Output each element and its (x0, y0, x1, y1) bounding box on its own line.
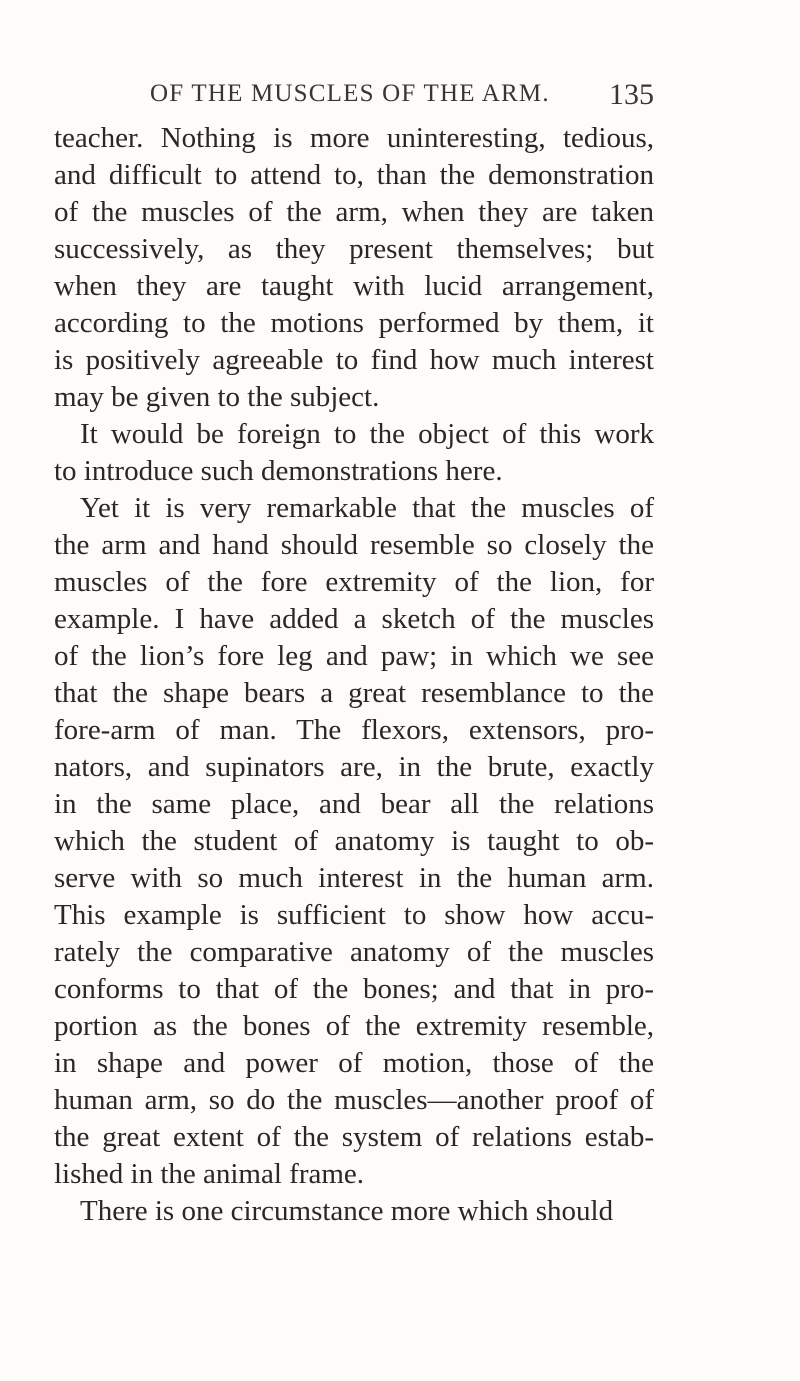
text-line: serve with so much interest in the human arm. (54, 862, 654, 894)
text-line: portion as the bones of the extremity resemble, (54, 1010, 654, 1042)
text-line: which the student of anatomy is taught to ob- (54, 825, 654, 857)
text-line: is positively agreeable to find how much interest (54, 344, 654, 376)
paragraph-start-line: Yet it is very remarkable that the muscles of (80, 492, 654, 524)
text-line: in the same place, and bear all the relations (54, 788, 654, 820)
text-line: of the muscles of the arm, when they are taken (54, 196, 654, 228)
text-line: This example is sufficient to show how accu- (54, 899, 654, 931)
text-line: rately the comparative anatomy of the muscles (54, 936, 654, 968)
text-line: nators, and supinators are, in the brute, exactly (54, 751, 654, 783)
page-number: 135 (609, 78, 654, 111)
text-line: of the lion’s fore leg and paw; in which we see (54, 640, 654, 672)
text-line: to introduce such demonstrations here. (54, 455, 503, 487)
text-line: teacher. Nothing is more uninteresting, tedious, (54, 122, 654, 154)
text-line: example. I have added a sketch of the muscles (54, 603, 654, 635)
text-line: successively, as they present themselves; but (54, 233, 654, 265)
paragraph-start-line: It would be foreign to the object of this work (80, 418, 654, 450)
text-line: that the shape bears a great resemblance to the (54, 677, 654, 709)
text-line: the great extent of the system of relations estab- (54, 1121, 654, 1153)
text-line: when they are taught with lucid arrangement, (54, 270, 654, 302)
text-line: human arm, so do the muscles—another proof of (54, 1084, 654, 1116)
body-text (54, 120, 654, 1230)
paragraph-start-line: There is one circumstance more which should (80, 1195, 614, 1227)
text-line: in shape and power of motion, those of the (54, 1047, 654, 1079)
running-title: OF THE MUSCLES OF THE ARM. (150, 80, 550, 107)
text-line: fore-arm of man. The flexors, extensors, pro- (54, 714, 654, 746)
text-line: and difficult to attend to, than the demonstration (54, 159, 654, 191)
text-line: may be given to the subject. (54, 381, 380, 413)
text-line: according to the motions performed by them, it (54, 307, 654, 339)
text-line: conforms to that of the bones; and that in pro- (54, 973, 654, 1005)
text-line: lished in the animal frame. (54, 1158, 365, 1190)
text-line: the arm and hand should resemble so closely the (54, 529, 654, 561)
running-head (0, 80, 800, 120)
text-line: muscles of the fore extremity of the lion, for (54, 566, 654, 598)
